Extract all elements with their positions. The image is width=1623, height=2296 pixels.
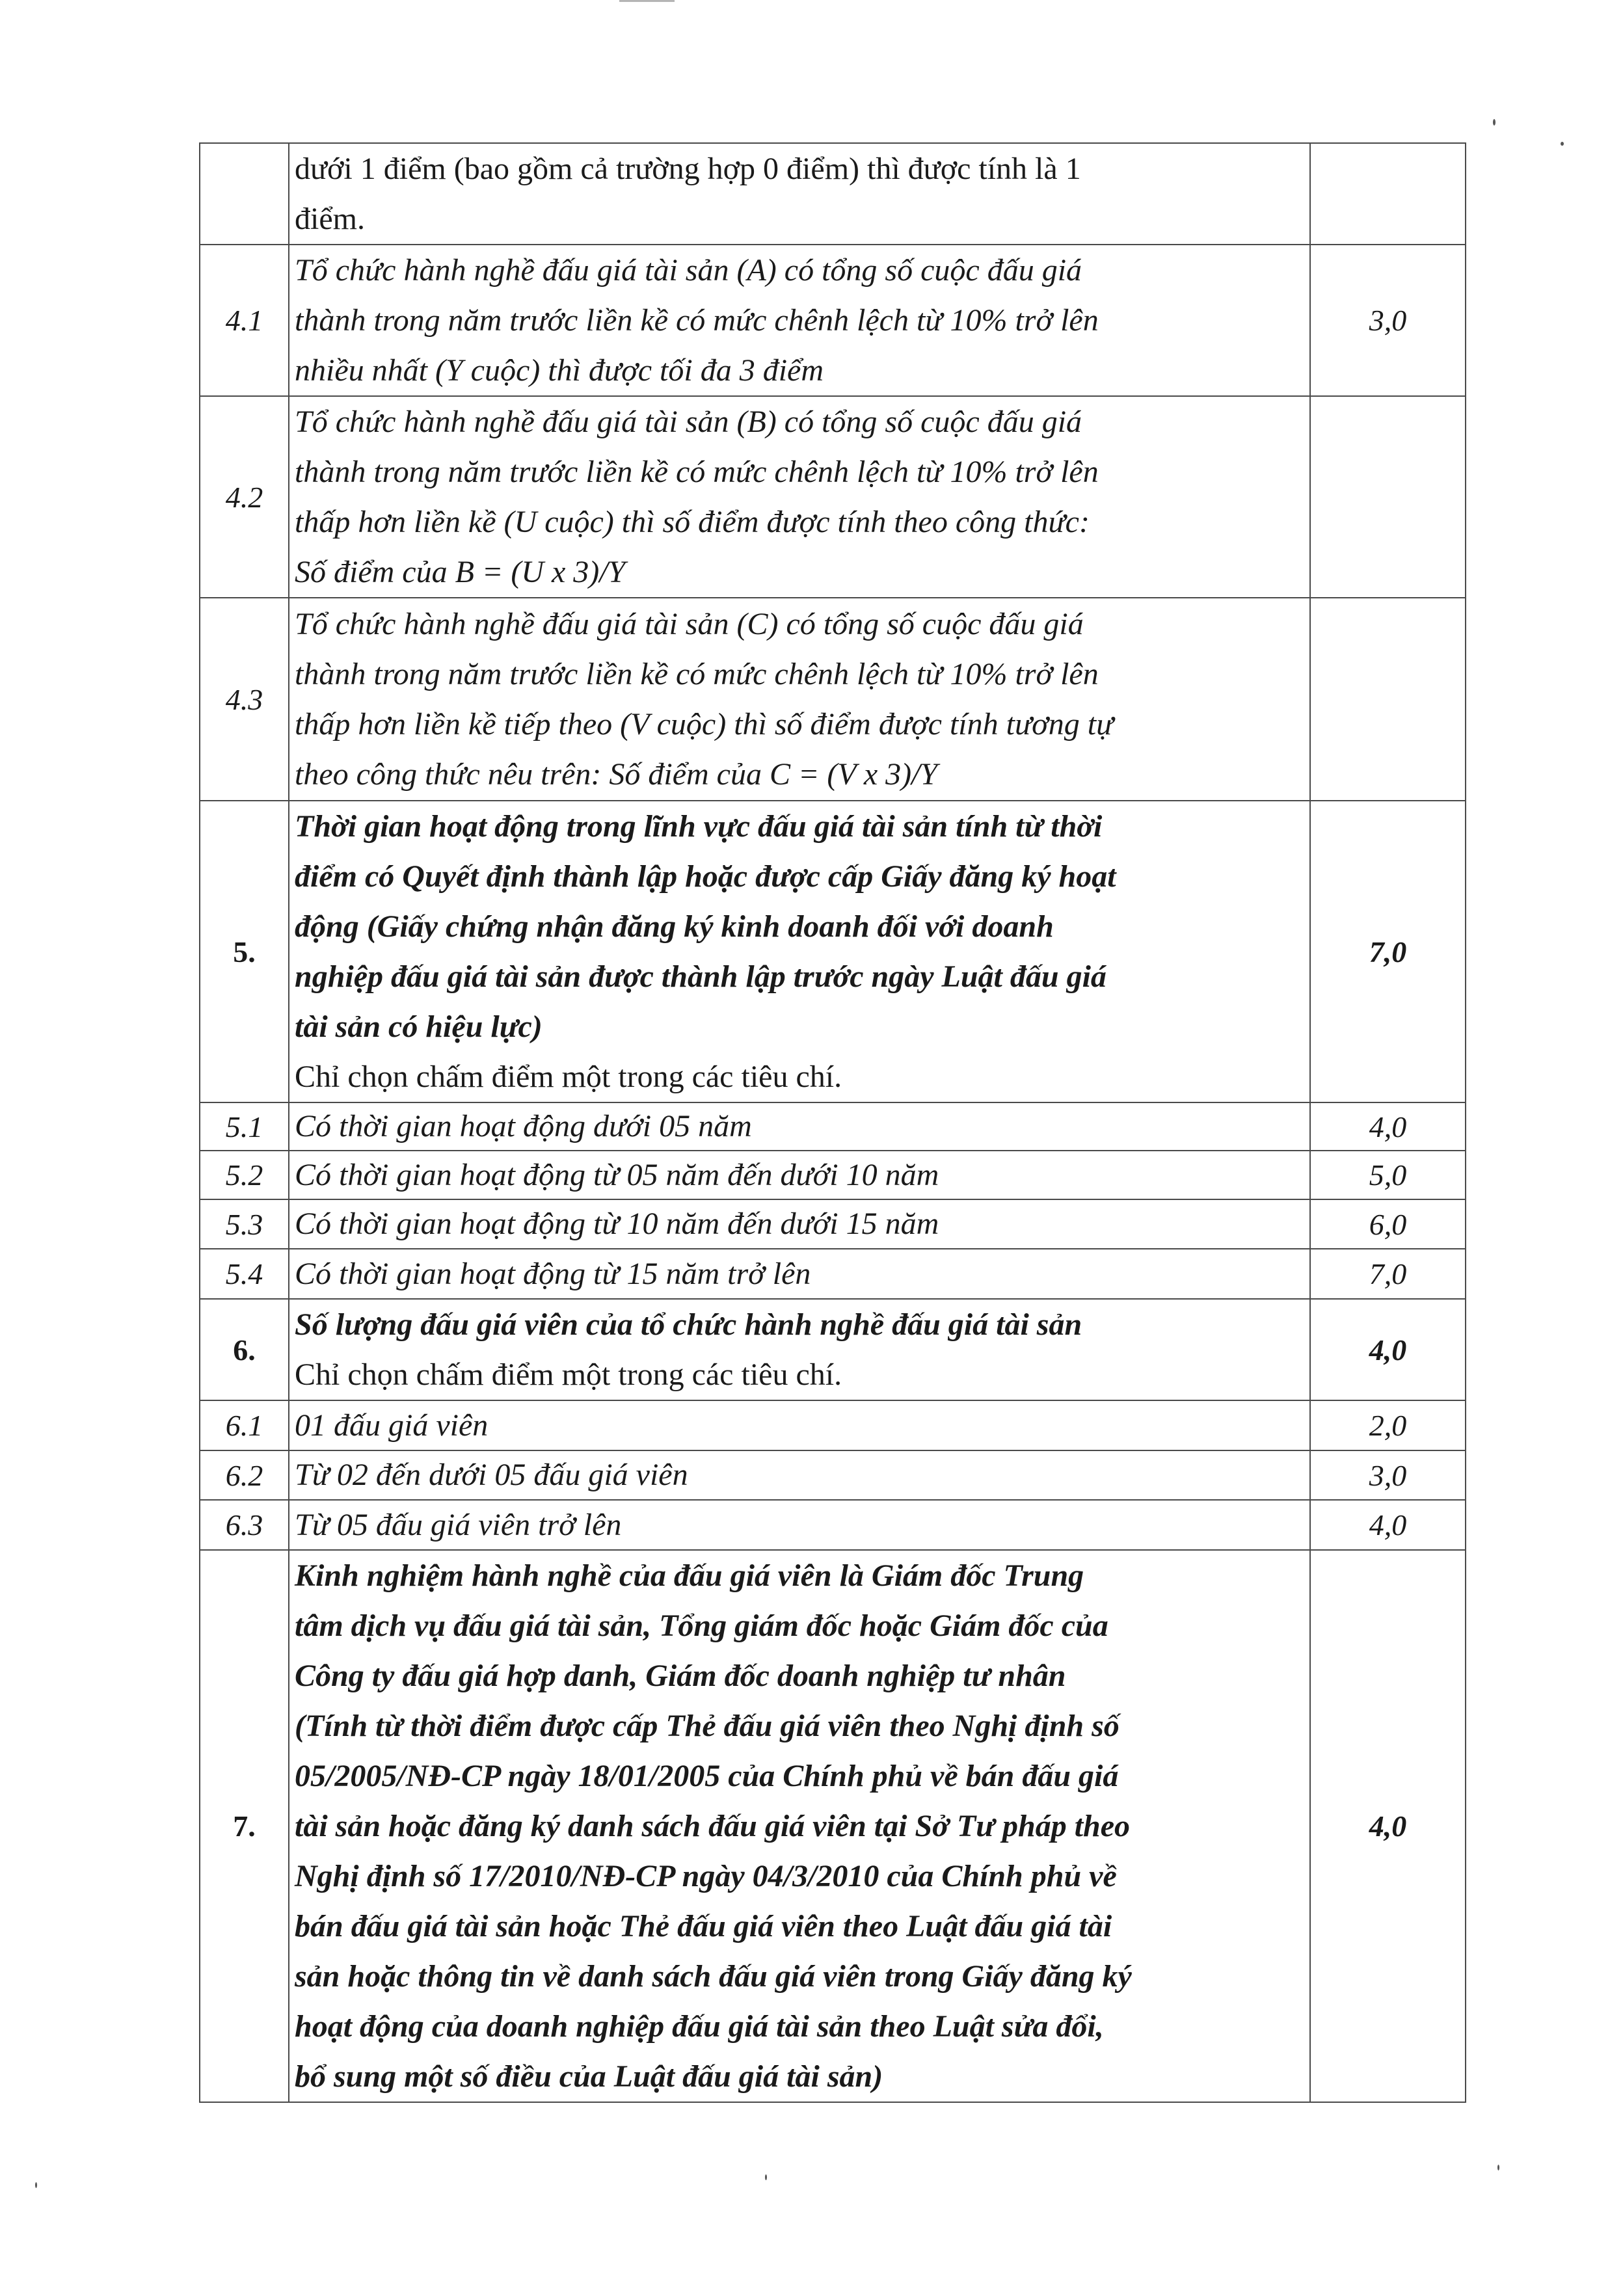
description-line: bổ sung một số điều của Luật đấu giá tài sản) bbox=[295, 2059, 883, 2094]
description-line: hoạt động của doanh nghiệp đấu giá tài sản theo Luật sửa đổi, bbox=[295, 2009, 1104, 2044]
selection-note: Chỉ chọn chấm điểm một trong các tiêu chí. bbox=[295, 1060, 842, 1094]
criteria-score: 3,0 bbox=[1310, 245, 1466, 396]
criteria-score: 3,0 bbox=[1310, 1450, 1466, 1500]
criteria-row bbox=[200, 1299, 1466, 1400]
criteria-number: 5.3 bbox=[200, 1199, 289, 1249]
description-line: Tổ chức hành nghề đấu giá tài sản (A) có tổng số cuộc đấu giá bbox=[295, 253, 1082, 287]
scan-speck bbox=[1493, 119, 1496, 126]
criteria-description bbox=[289, 801, 1310, 1102]
criteria-score bbox=[1310, 598, 1466, 801]
criteria-number: 6.2 bbox=[200, 1450, 289, 1500]
description-line: động (Giấy chứng nhận đăng ký kinh doanh đối với doanh bbox=[295, 909, 1054, 944]
criteria-score: 5,0 bbox=[1310, 1151, 1466, 1199]
description-line: Có thời gian hoạt động từ 15 năm trở lên bbox=[295, 1256, 811, 1291]
criteria-number: 6.3 bbox=[200, 1500, 289, 1550]
description-line: Kinh nghiệm hành nghề của đấu giá viên là Giám đốc Trung bbox=[295, 1558, 1084, 1593]
description-line: Số điểm của B = (U x 3)/Y bbox=[295, 555, 626, 589]
description-line: sản hoặc thông tin về danh sách đấu giá viên trong Giấy đăng ký bbox=[295, 1959, 1132, 1994]
criteria-row bbox=[200, 1400, 1466, 1450]
criteria-row bbox=[200, 1500, 1466, 1550]
criteria-number: 6.1 bbox=[200, 1400, 289, 1450]
criteria-description bbox=[289, 1249, 1310, 1299]
scan-speck bbox=[765, 2174, 767, 2180]
criteria-number: 5.1 bbox=[200, 1102, 289, 1151]
criteria-description bbox=[289, 1199, 1310, 1249]
description-line: Công ty đấu giá hợp danh, Giám đốc doanh nghiệp tư nhân bbox=[295, 1659, 1066, 1693]
criteria-row bbox=[200, 1151, 1466, 1199]
criteria-row bbox=[200, 245, 1466, 396]
description-line: nghiệp đấu giá tài sản được thành lập trước ngày Luật đấu giá bbox=[295, 959, 1107, 994]
criteria-number: 4.1 bbox=[200, 245, 289, 396]
description-line: thấp hơn liền kề (U cuộc) thì số điểm được tính theo công thức: bbox=[295, 505, 1090, 539]
description-line: thành trong năm trước liền kề có mức chênh lệch từ 10% trở lên bbox=[295, 303, 1099, 338]
description-line: thành trong năm trước liền kề có mức chênh lệch từ 10% trở lên bbox=[295, 657, 1099, 691]
description-line: bán đấu giá tài sản hoặc Thẻ đấu giá viên theo Luật đấu giá tài bbox=[295, 1909, 1112, 1943]
criteria-number: 5.2 bbox=[200, 1151, 289, 1199]
criteria-description bbox=[289, 1550, 1310, 2102]
description-line: dưới 1 điểm (bao gồm cả trường hợp 0 điểm) thì được tính là 1 bbox=[295, 152, 1081, 186]
criteria-score: 4,0 bbox=[1310, 1102, 1466, 1151]
selection-note: Chỉ chọn chấm điểm một trong các tiêu chí. bbox=[295, 1357, 842, 1392]
criteria-number: 6. bbox=[200, 1299, 289, 1400]
description-line: thành trong năm trước liền kề có mức chênh lệch từ 10% trở lên bbox=[295, 455, 1099, 489]
criteria-row bbox=[200, 1102, 1466, 1151]
criteria-row bbox=[200, 1249, 1466, 1299]
description-line: Từ 02 đến dưới 05 đấu giá viên bbox=[295, 1458, 688, 1492]
criteria-description bbox=[289, 1151, 1310, 1199]
criteria-row bbox=[200, 1550, 1466, 2102]
description-line: Có thời gian hoạt động từ 10 năm đến dưới 15 năm bbox=[295, 1207, 939, 1241]
description-line: tài sản hoặc đăng ký danh sách đấu giá viên tại Sở Tư pháp theo bbox=[295, 1809, 1131, 1843]
criteria-number: 7. bbox=[200, 1550, 289, 2102]
criteria-score: 4,0 bbox=[1310, 1550, 1466, 2102]
criteria-row bbox=[200, 1199, 1466, 1249]
criteria-description bbox=[289, 396, 1310, 598]
description-line: Nghị định số 17/2010/NĐ-CP ngày 04/3/2010 của Chính phủ về bbox=[295, 1859, 1117, 1893]
description-line: điểm. bbox=[295, 202, 365, 236]
criteria-number: 4.2 bbox=[200, 396, 289, 598]
criteria-description bbox=[289, 1500, 1310, 1550]
criteria-description bbox=[289, 1299, 1310, 1400]
description-line: Có thời gian hoạt động dưới 05 năm bbox=[295, 1109, 752, 1143]
criteria-description bbox=[289, 245, 1310, 396]
criteria-score: 7,0 bbox=[1310, 801, 1466, 1102]
criteria-score bbox=[1310, 396, 1466, 598]
description-line: nhiều nhất (Y cuộc) thì được tối đa 3 điểm bbox=[295, 353, 824, 388]
criteria-score: 4,0 bbox=[1310, 1500, 1466, 1550]
description-line: 05/2005/NĐ-CP ngày 18/01/2005 của Chính phủ về bán đấu giá bbox=[295, 1759, 1119, 1793]
description-line: thấp hơn liền kề tiếp theo (V cuộc) thì số điểm được tính tương tự bbox=[295, 707, 1114, 741]
criteria-description bbox=[289, 1102, 1310, 1151]
criteria-description bbox=[289, 1400, 1310, 1450]
description-line: 01 đấu giá viên bbox=[295, 1408, 489, 1443]
description-line: Có thời gian hoạt động từ 05 năm đến dưới 10 năm bbox=[295, 1157, 939, 1192]
scan-speck bbox=[1561, 142, 1564, 146]
scan-speck bbox=[1497, 2165, 1499, 2170]
criteria-table bbox=[199, 142, 1466, 2103]
description-line: Số lượng đấu giá viên của tổ chức hành nghề đấu giá tài sản bbox=[295, 1307, 1082, 1342]
criteria-score: 2,0 bbox=[1310, 1400, 1466, 1450]
description-line: Thời gian hoạt động trong lĩnh vực đấu giá tài sản tính từ thời bbox=[295, 809, 1103, 844]
criteria-number: 5.4 bbox=[200, 1249, 289, 1299]
criteria-row bbox=[200, 598, 1466, 801]
description-line: Từ 05 đấu giá viên trở lên bbox=[295, 1507, 622, 1542]
criteria-row bbox=[200, 396, 1466, 598]
description-line: Tổ chức hành nghề đấu giá tài sản (B) có tổng số cuộc đấu giá bbox=[295, 405, 1082, 439]
description-line: (Tính từ thời điểm được cấp Thẻ đấu giá viên theo Nghị định số bbox=[295, 1709, 1120, 1743]
description-line: tâm dịch vụ đấu giá tài sản, Tổng giám đốc hoặc Giám đốc của bbox=[295, 1609, 1108, 1643]
description-line: theo công thức nêu trên: Số điểm của C = (V x 3)/Y bbox=[295, 757, 938, 792]
scan-speck bbox=[35, 2182, 37, 2188]
criteria-row bbox=[200, 143, 1466, 245]
criteria-score: 7,0 bbox=[1310, 1249, 1466, 1299]
criteria-number bbox=[200, 143, 289, 245]
scan-edge-mark bbox=[619, 0, 675, 2]
criteria-score: 4,0 bbox=[1310, 1299, 1466, 1400]
criteria-row bbox=[200, 1450, 1466, 1500]
criteria-number: 5. bbox=[200, 801, 289, 1102]
criteria-description bbox=[289, 598, 1310, 801]
criteria-row bbox=[200, 801, 1466, 1102]
criteria-description bbox=[289, 1450, 1310, 1500]
description-line: điểm có Quyết định thành lập hoặc được cấp Giấy đăng ký hoạt bbox=[295, 859, 1116, 894]
description-line: tài sản có hiệu lực) bbox=[295, 1009, 543, 1044]
criteria-score bbox=[1310, 143, 1466, 245]
criteria-description bbox=[289, 143, 1310, 245]
description-line: Tổ chức hành nghề đấu giá tài sản (C) có tổng số cuộc đấu giá bbox=[295, 607, 1084, 641]
criteria-number: 4.3 bbox=[200, 598, 289, 801]
criteria-score: 6,0 bbox=[1310, 1199, 1466, 1249]
